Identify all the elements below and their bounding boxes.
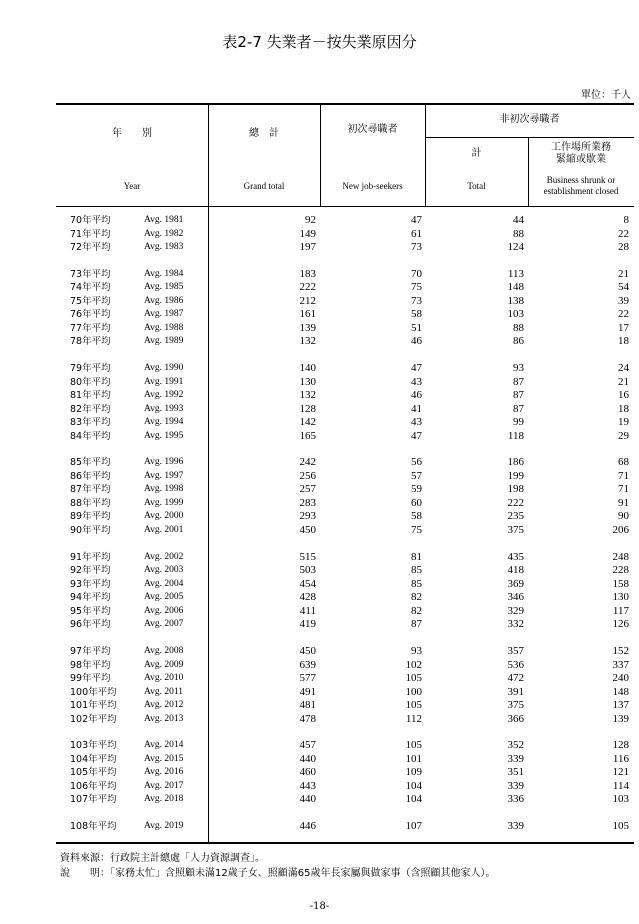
table-row (56, 578, 634, 591)
table-row (56, 322, 634, 335)
grand-total-value: 481 (299, 699, 316, 711)
header-subtotal-en: Total (467, 181, 486, 191)
subtotal-value: 352 (507, 739, 524, 752)
new-job-seekers-value: 58 (411, 308, 422, 321)
year-label-zh: 85年平均 (70, 457, 111, 469)
year-label-zh: 104年平均 (70, 753, 117, 765)
business-shrunk-value: 22 (618, 227, 629, 240)
grand-total-value: 130 (299, 375, 316, 388)
year-label-en: Avg. 2003 (144, 565, 184, 576)
table-row (56, 672, 634, 685)
year-label-zh: 76年平均 (70, 309, 111, 321)
grand-total-value: 428 (299, 591, 316, 604)
new-job-seekers-value: 47 (411, 214, 422, 226)
table-row (56, 295, 634, 308)
business-shrunk-value: 71 (618, 483, 629, 496)
subtotal-value: 418 (507, 564, 524, 577)
business-shrunk-value: 337 (612, 658, 629, 671)
grand-total-value: 139 (299, 321, 316, 334)
grand-total-value: 161 (299, 308, 316, 321)
grand-total-value: 165 (299, 429, 316, 442)
year-label-en: Avg. 2018 (144, 794, 184, 805)
table-row (56, 430, 634, 443)
table-row (56, 483, 634, 496)
table-row (56, 551, 634, 564)
year-label-zh: 91年平均 (70, 551, 111, 563)
new-job-seekers-value: 105 (405, 699, 422, 711)
grand-total-value: 491 (299, 685, 316, 698)
subtotal-value: 93 (513, 362, 524, 375)
grand-total-value: 92 (305, 214, 316, 226)
subtotal-value: 199 (507, 469, 524, 482)
year-label-zh: 84年平均 (70, 430, 111, 442)
business-shrunk-value: 121 (612, 766, 629, 779)
year-label-zh: 107年平均 (70, 794, 117, 806)
header-non-new-zh: 非初次尋職者 (499, 114, 560, 125)
year-label-en: Avg. 1985 (144, 282, 184, 293)
page-title: 表2-7 失業者－按失業原因分 (222, 33, 417, 51)
new-job-seekers-value: 51 (411, 321, 422, 334)
table-row (56, 308, 634, 321)
grand-total-value: 450 (299, 523, 316, 536)
subtotal-value: 124 (507, 241, 524, 253)
new-job-seekers-value: 56 (411, 456, 422, 469)
table-row (56, 659, 634, 672)
business-shrunk-value: 116 (612, 752, 629, 765)
grand-total-value: 242 (299, 456, 316, 469)
year-label-en: Avg. 2015 (144, 753, 184, 764)
year-label-en: Avg. 1988 (144, 322, 184, 333)
year-label-en: Avg. 1981 (144, 215, 184, 225)
year-label-en: Avg. 2004 (144, 578, 184, 589)
table-row (56, 470, 634, 483)
business-shrunk-value: 19 (618, 416, 629, 429)
year-label-en: Avg. 1994 (144, 417, 184, 428)
year-label-en: Avg. 2013 (144, 713, 184, 724)
table-row (56, 618, 634, 631)
header-business-en-2: establishment closed (543, 186, 619, 196)
business-shrunk-value: 17 (618, 321, 629, 334)
year-label-zh: 99年平均 (70, 673, 111, 684)
new-job-seekers-value: 107 (405, 820, 422, 833)
header-bottom-rule (56, 206, 634, 207)
new-job-seekers-value: 43 (411, 416, 422, 429)
subtotal-value: 103 (507, 308, 524, 321)
new-job-seekers-value: 85 (411, 564, 422, 577)
business-shrunk-value: 128 (612, 739, 629, 752)
explanation-note: 說 明：「家務太忙」含照顧未滿12歲子女、照顧滿65歲年長家屬與做家事（含照顧其他家人）。 (60, 868, 496, 879)
business-shrunk-value: 28 (618, 241, 629, 253)
header-grand-total-en: Grand total (243, 181, 285, 191)
business-shrunk-value: 21 (618, 267, 629, 280)
table-row (56, 766, 634, 779)
year-label-zh: 82年平均 (70, 403, 111, 415)
subtotal-value: 88 (513, 227, 524, 240)
grand-total-value: 293 (299, 510, 316, 523)
business-shrunk-value: 91 (618, 496, 629, 509)
business-shrunk-value: 68 (618, 456, 629, 469)
grand-total-value: 419 (299, 618, 316, 631)
table-row (56, 497, 634, 510)
table-row (56, 645, 634, 658)
business-shrunk-value: 117 (612, 604, 629, 617)
business-shrunk-value: 240 (612, 672, 629, 684)
business-shrunk-value: 18 (618, 402, 629, 415)
new-job-seekers-value: 102 (405, 658, 422, 671)
grand-total-value: 503 (299, 564, 316, 577)
business-shrunk-value: 39 (618, 294, 629, 307)
grand-total-value: 132 (299, 335, 316, 348)
year-label-en: Avg. 2000 (144, 511, 184, 522)
business-shrunk-value: 137 (612, 699, 629, 711)
grand-total-value: 283 (299, 496, 316, 509)
year-label-zh: 106年平均 (70, 780, 117, 792)
table-row (56, 268, 634, 281)
year-label-zh: 103年平均 (70, 740, 117, 752)
subtotal-value: 346 (507, 591, 524, 604)
table-row (56, 591, 634, 604)
year-label-zh: 71年平均 (70, 228, 111, 240)
table-row (56, 739, 634, 752)
grand-total-value: 222 (299, 281, 316, 294)
business-shrunk-value: 16 (618, 389, 629, 402)
grand-total-value: 257 (299, 483, 316, 496)
year-label-zh: 102年平均 (70, 713, 117, 725)
year-label-zh: 74年平均 (70, 282, 111, 294)
table-row (56, 524, 634, 537)
business-shrunk-value: 248 (612, 550, 629, 563)
table-row (56, 456, 634, 469)
year-label-zh: 101年平均 (70, 700, 117, 711)
year-label-en: Avg. 2011 (144, 686, 184, 697)
year-label-zh: 77年平均 (70, 322, 111, 334)
subtotal-value: 536 (507, 658, 524, 671)
year-label-zh: 86年平均 (70, 470, 111, 482)
year-label-zh: 75年平均 (70, 295, 111, 307)
table-row (56, 362, 634, 375)
business-shrunk-value: 8 (623, 214, 629, 226)
year-label-zh: 81年平均 (70, 390, 111, 402)
year-label-zh: 79年平均 (70, 363, 111, 375)
new-job-seekers-value: 57 (411, 469, 422, 482)
year-label-en: Avg. 1999 (144, 497, 184, 508)
grand-total-value: 446 (299, 820, 316, 833)
subtotal-value: 336 (507, 793, 524, 806)
grand-total-value: 212 (299, 294, 316, 307)
year-label-en: Avg. 1998 (144, 484, 184, 495)
new-job-seekers-value: 100 (405, 685, 422, 698)
subtotal-value: 375 (507, 523, 524, 536)
grand-total-value: 128 (299, 402, 316, 415)
year-label-zh: 72年平均 (70, 242, 111, 253)
year-label-en: Avg. 1995 (144, 430, 184, 441)
business-shrunk-value: 126 (612, 618, 629, 631)
header-business-zh-1: 工作場所業務 (551, 142, 611, 153)
table-row (56, 605, 634, 618)
grand-total-value: 457 (299, 739, 316, 752)
grand-total-value: 515 (299, 550, 316, 563)
subtotal-value: 329 (507, 604, 524, 617)
year-label-en: Avg. 1989 (144, 336, 184, 347)
year-label-zh: 97年平均 (70, 646, 111, 657)
business-shrunk-value: 152 (612, 645, 629, 657)
table-row (56, 281, 634, 294)
year-label-en: Avg. 1990 (144, 363, 184, 374)
year-label-en: Avg. 2014 (144, 740, 184, 751)
year-label-en: Avg. 1996 (144, 457, 184, 468)
new-job-seekers-value: 60 (411, 496, 422, 509)
new-job-seekers-value: 112 (405, 712, 422, 725)
grand-total-value: 256 (299, 469, 316, 482)
page-number: -18- (309, 901, 330, 912)
subtotal-value: 435 (507, 550, 524, 563)
business-shrunk-value: 24 (618, 362, 629, 375)
table-bottom-rule (56, 842, 634, 844)
header-business-zh-2: 緊縮或歇業 (556, 154, 606, 165)
new-job-seekers-value: 46 (411, 335, 422, 348)
year-label-zh: 73年平均 (70, 268, 111, 280)
business-shrunk-value: 228 (612, 564, 629, 577)
year-label-en: Avg. 1987 (144, 309, 184, 320)
year-label-zh: 95年平均 (70, 605, 111, 617)
new-job-seekers-value: 46 (411, 389, 422, 402)
table-row (56, 564, 634, 577)
new-job-seekers-value: 93 (411, 645, 422, 657)
subtotal-value: 472 (507, 672, 524, 684)
year-label-en: Avg. 1986 (144, 295, 184, 306)
grand-total-value: 460 (299, 766, 316, 779)
subtotal-value: 138 (507, 294, 524, 307)
subtotal-value: 86 (513, 335, 524, 348)
year-label-en: Avg. 2005 (144, 592, 184, 603)
business-shrunk-value: 206 (612, 523, 629, 536)
year-label-zh: 87年平均 (70, 484, 111, 496)
business-shrunk-value: 71 (618, 469, 629, 482)
year-label-en: Avg. 2012 (144, 700, 184, 710)
subtotal-value: 113 (507, 267, 524, 280)
year-label-en: Avg. 2010 (144, 673, 184, 683)
year-label-en: Avg. 1984 (144, 268, 184, 279)
source-note: 資料來源：行政院主計總處「人力資源調查」。 (60, 853, 265, 864)
header-grand-total-zh: 總 計 (249, 128, 279, 139)
subtotal-value: 148 (507, 281, 524, 294)
new-job-seekers-value: 85 (411, 577, 422, 590)
table-row (56, 403, 634, 416)
header-new-en: New job-seekers (342, 181, 403, 191)
header-business-en-1: Business shrunk or (546, 175, 616, 185)
subtotal-value: 366 (507, 712, 524, 725)
year-label-en: Avg. 2008 (144, 646, 184, 656)
year-label-zh: 96年平均 (70, 619, 111, 631)
business-shrunk-value: 103 (612, 793, 629, 806)
new-job-seekers-value: 101 (405, 752, 422, 765)
new-job-seekers-value: 73 (411, 294, 422, 307)
subtotal-value: 375 (507, 699, 524, 711)
new-job-seekers-value: 61 (411, 227, 422, 240)
business-shrunk-value: 130 (612, 591, 629, 604)
grand-total-value: 197 (299, 241, 316, 253)
table-row (56, 686, 634, 699)
year-label-en: Avg. 1993 (144, 403, 184, 414)
table-row (56, 416, 634, 429)
new-job-seekers-value: 105 (405, 672, 422, 684)
business-shrunk-value: 105 (612, 820, 629, 833)
year-label-en: Avg. 1997 (144, 470, 184, 481)
year-label-en: Avg. 2002 (144, 551, 184, 562)
subtotal-value: 99 (513, 416, 524, 429)
new-job-seekers-value: 82 (411, 604, 422, 617)
new-job-seekers-value: 81 (411, 550, 422, 563)
new-job-seekers-value: 75 (411, 281, 422, 294)
year-label-en: Avg. 2019 (144, 821, 184, 832)
business-shrunk-value: 22 (618, 308, 629, 321)
business-shrunk-value: 54 (618, 281, 629, 294)
table-row (56, 389, 634, 402)
year-label-en: Avg. 2001 (144, 524, 184, 535)
year-label-en: Avg. 2009 (144, 659, 184, 670)
year-label-zh: 83年平均 (70, 417, 111, 429)
year-label-zh: 88年平均 (70, 497, 111, 509)
subtotal-value: 118 (507, 429, 524, 442)
business-shrunk-value: 90 (618, 510, 629, 523)
grand-total-value: 140 (299, 362, 316, 375)
new-job-seekers-value: 82 (411, 591, 422, 604)
year-label-zh: 94年平均 (70, 592, 111, 604)
grand-total-value: 440 (299, 752, 316, 765)
year-label-en: Avg. 1982 (144, 228, 184, 239)
new-job-seekers-value: 47 (411, 362, 422, 375)
subtotal-value: 87 (513, 402, 524, 415)
subtotal-value: 391 (507, 685, 524, 698)
subtotal-value: 44 (513, 214, 524, 226)
year-label-zh: 92年平均 (70, 565, 111, 577)
year-label-en: Avg. 2017 (144, 780, 184, 791)
table-row (56, 753, 634, 766)
year-label-en: Avg. 1992 (144, 390, 184, 401)
subtotal-value: 351 (507, 766, 524, 779)
business-shrunk-value: 139 (612, 712, 629, 725)
new-job-seekers-value: 109 (405, 766, 422, 779)
subtotal-value: 339 (507, 779, 524, 792)
subtotal-value: 222 (507, 496, 524, 509)
year-label-zh: 70年平均 (70, 215, 111, 226)
grand-total-value: 639 (299, 658, 316, 671)
subtotal-value: 339 (507, 752, 524, 765)
table-row (56, 793, 634, 806)
grand-total-value: 478 (299, 712, 316, 725)
grand-total-value: 577 (299, 672, 316, 684)
business-shrunk-value: 21 (618, 375, 629, 388)
subtotal-value: 235 (507, 510, 524, 523)
subtotal-value: 332 (507, 618, 524, 631)
header-new-zh: 初次尋職者 (347, 124, 398, 135)
table-row (56, 820, 634, 833)
table-row (56, 510, 634, 523)
table-row (56, 376, 634, 389)
year-label-zh: 108年平均 (70, 821, 117, 833)
new-job-seekers-value: 104 (405, 779, 422, 792)
header-sub-rule (425, 137, 634, 138)
year-label-en: Avg. 1983 (144, 242, 184, 252)
new-job-seekers-value: 75 (411, 523, 422, 536)
business-shrunk-value: 18 (618, 335, 629, 348)
grand-total-value: 443 (299, 779, 316, 792)
subtotal-value: 357 (507, 645, 524, 657)
table-row (56, 780, 634, 793)
new-job-seekers-value: 59 (411, 483, 422, 496)
year-label-zh: 98年平均 (70, 659, 111, 671)
year-label-zh: 90年平均 (70, 524, 111, 536)
year-label-en: Avg. 1991 (144, 376, 184, 387)
year-label-zh: 105年平均 (70, 767, 117, 779)
table-row (56, 335, 634, 348)
grand-total-value: 440 (299, 793, 316, 806)
subtotal-value: 369 (507, 577, 524, 590)
year-label-zh: 78年平均 (70, 336, 111, 348)
top-rule (56, 103, 634, 105)
year-label-en: Avg. 2016 (144, 767, 184, 778)
subtotal-value: 339 (507, 820, 524, 833)
grand-total-value: 454 (299, 577, 316, 590)
new-job-seekers-value: 70 (411, 267, 422, 280)
year-label-zh: 89年平均 (70, 511, 111, 523)
table-row (56, 713, 634, 726)
new-job-seekers-value: 43 (411, 375, 422, 388)
new-job-seekers-value: 105 (405, 739, 422, 752)
table-row (56, 699, 634, 712)
grand-total-value: 411 (299, 604, 316, 617)
subtotal-value: 186 (507, 456, 524, 469)
table-row (56, 214, 634, 227)
business-shrunk-value: 114 (612, 779, 629, 792)
header-year-en: Year (123, 181, 141, 191)
unit-label: 單位：千人 (581, 90, 631, 101)
new-job-seekers-value: 104 (405, 793, 422, 806)
year-label-zh: 100年平均 (70, 686, 117, 698)
business-shrunk-value: 29 (618, 429, 629, 442)
business-shrunk-value: 148 (612, 685, 629, 698)
grand-total-value: 132 (299, 389, 316, 402)
header-subtotal-zh: 計 (471, 148, 482, 159)
subtotal-value: 87 (513, 375, 524, 388)
subtotal-value: 198 (507, 483, 524, 496)
grand-total-value: 149 (299, 227, 316, 240)
year-label-en: Avg. 2006 (144, 605, 184, 616)
header-year-zh: 年 別 (112, 128, 152, 139)
new-job-seekers-value: 87 (411, 618, 422, 631)
grand-total-value: 183 (299, 267, 316, 280)
new-job-seekers-value: 47 (411, 429, 422, 442)
subtotal-value: 88 (513, 321, 524, 334)
table-row (56, 228, 634, 241)
year-label-zh: 80年平均 (70, 376, 111, 388)
year-label-zh: 93年平均 (70, 578, 111, 590)
subtotal-value: 87 (513, 389, 524, 402)
new-job-seekers-value: 58 (411, 510, 422, 523)
grand-total-value: 142 (299, 416, 316, 429)
table-row (56, 241, 634, 254)
grand-total-value: 450 (299, 645, 316, 657)
new-job-seekers-value: 41 (411, 402, 422, 415)
new-job-seekers-value: 73 (411, 241, 422, 253)
year-label-en: Avg. 2007 (144, 619, 184, 630)
business-shrunk-value: 158 (612, 577, 629, 590)
